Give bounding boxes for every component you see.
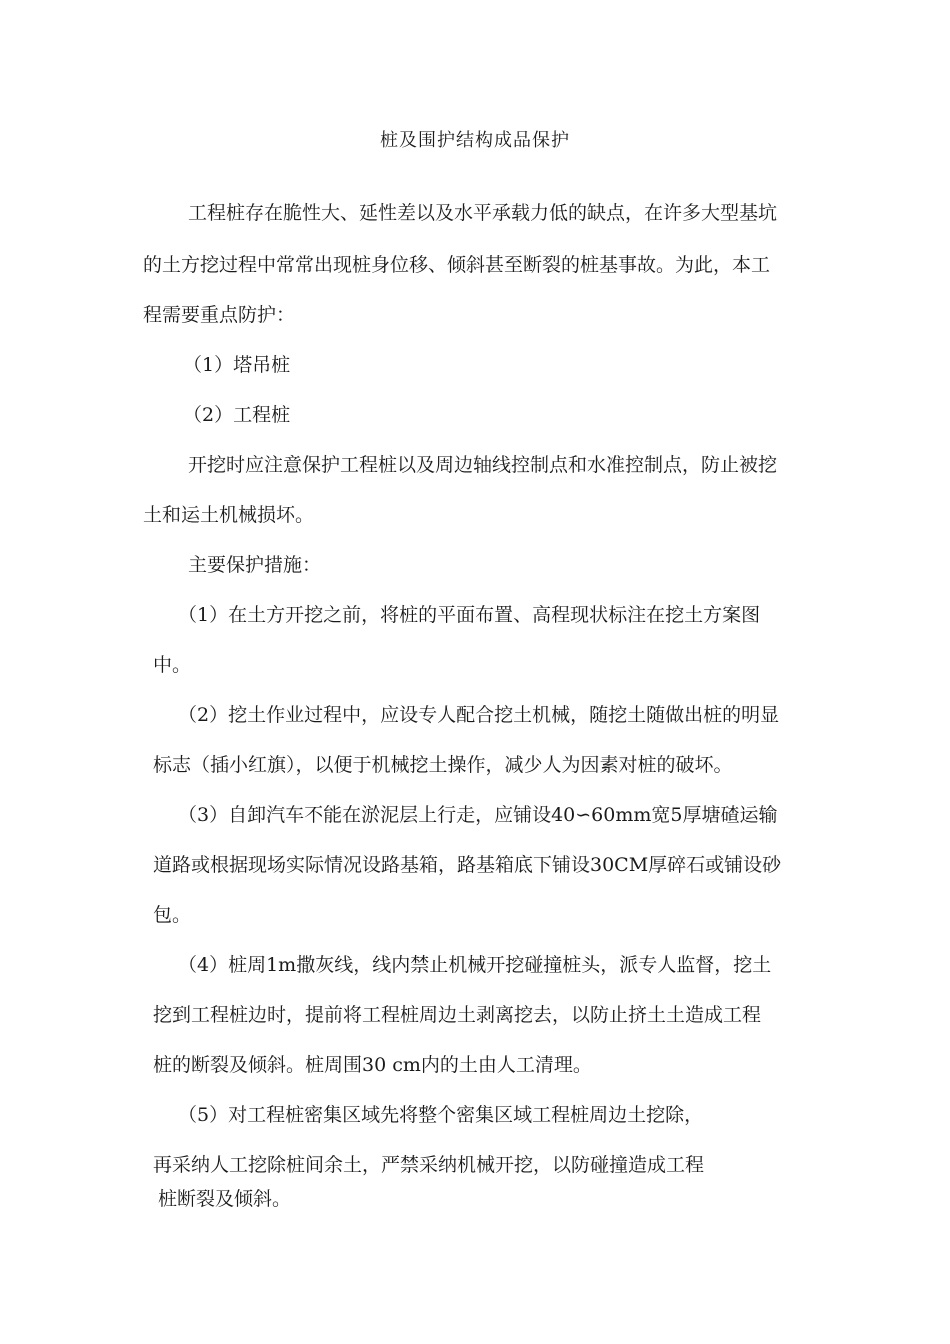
paragraph-line: 程需要重点防护： xyxy=(143,304,296,326)
measure-line: （5）对工程桩密集区域先将整个密集区域工程桩周边土挖除， xyxy=(178,1104,704,1126)
measure-line: 桩断裂及倾斜。 xyxy=(158,1188,292,1210)
measure-line: 中。 xyxy=(153,654,192,676)
measure-line: 标志（插小红旗），以便于机械挖土操作，减少人为因素对桩的破坏。 xyxy=(153,754,733,776)
measure-line: 包。 xyxy=(153,904,192,926)
section-heading: 主要保护措施： xyxy=(188,554,322,576)
paragraph-line: 土和运土机械损坏。 xyxy=(143,504,315,526)
measure-line: 挖到工程桩边时，提前将工程桩周边土剥离挖去，以防止挤土土造成工程 xyxy=(153,1004,762,1026)
measure-line: （3）自卸汽车不能在淤泥层上行走，应铺设40∽60mm宽5厚塘碴运输 xyxy=(178,804,778,826)
measure-line: （4）桩周1m撒灰线，线内禁止机械开挖碰撞桩头，派专人监督，挖土 xyxy=(178,954,772,976)
measure-line: 道路或根据现场实际情况设路基箱，路基箱底下铺设30CM厚碎石或铺设砂 xyxy=(153,854,782,876)
measure-line: 桩的断裂及倾斜。桩周围30 cm内的土由人工清理。 xyxy=(153,1054,592,1076)
list-item: （1）塔吊桩 xyxy=(183,354,291,376)
measure-line: （2）挖土作业过程中，应设专人配合挖土机械，随挖土随做出桩的明显 xyxy=(178,704,780,726)
measure-line: 再采纳人工挖除桩间余土，严禁采纳机械开挖，以防碰撞造成工程 xyxy=(153,1154,705,1176)
paragraph-line: 工程桩存在脆性大、延性差以及水平承载力低的缺点，在许多大型基坑 xyxy=(188,202,778,224)
paragraph-line: 的土方挖过程中常常出现桩身位移、倾斜甚至断裂的桩基事故。为此，本工 xyxy=(143,254,771,276)
measure-line: （1）在土方开挖之前，将桩的平面布置、高程现状标注在挖土方案图 xyxy=(178,604,761,626)
page-title: 桩及围护结构成品保护 xyxy=(380,130,570,151)
list-item: （2）工程桩 xyxy=(183,404,291,426)
paragraph-line: 开挖时应注意保护工程桩以及周边轴线控制点和水准控制点，防止被挖 xyxy=(188,454,778,476)
